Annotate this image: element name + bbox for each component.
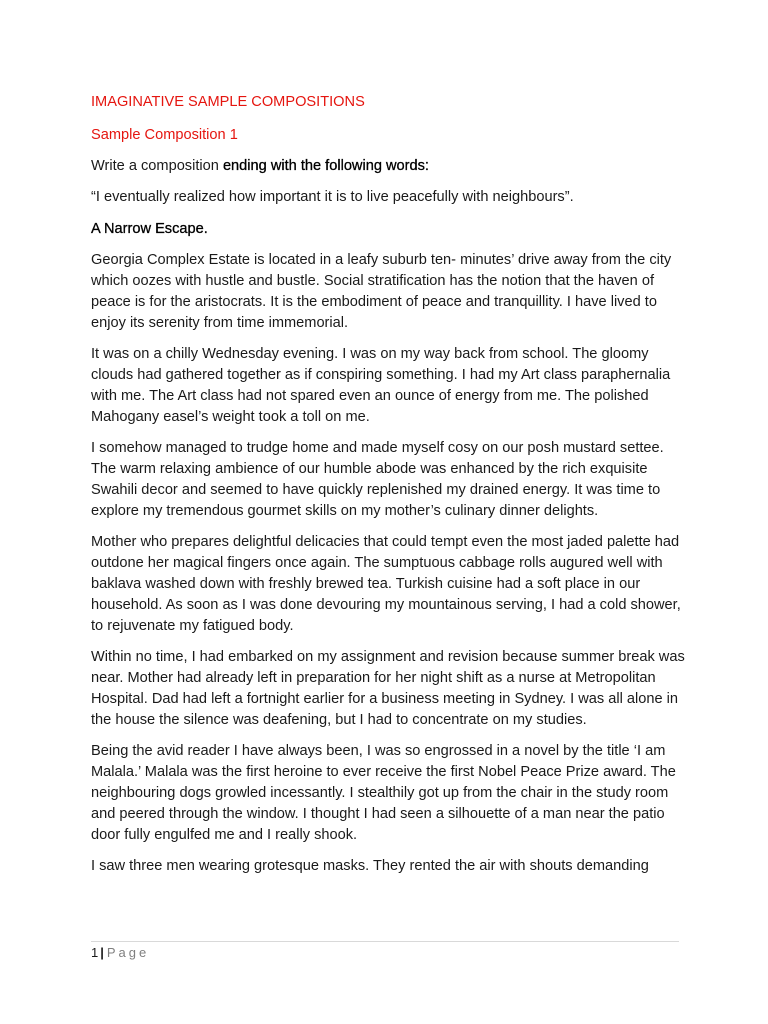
story-paragraph: I saw three men wearing grotesque masks. They rented the air with shouts demanding bbox=[91, 858, 649, 874]
document-body bbox=[91, 92, 691, 887]
sub-heading: Sample Composition 1 bbox=[91, 127, 238, 143]
story-paragraph: Georgia Complex Estate is located in a leafy suburb ten- minutes’ drive away from the city which oozes with hustle and bustle. Social stratification has the notion that the haven of peace is for the aristocrats. It is the embodiment of peace and tranquillity. I have lived to enjoy its serenity from time immemorial. bbox=[91, 252, 672, 331]
composition-prompt bbox=[91, 156, 691, 177]
story-title: A Narrow Escape. bbox=[91, 221, 208, 237]
page-number: 1 bbox=[91, 945, 99, 960]
story-paragraph: It was on a chilly Wednesday evening. I was on my way back from school. The gloomy clouds had gathered together as if conspiring something. I had my Art class paraphernalia with me. The Art class had not spared even an ounce of energy from me. The polished Mahogany easel’s weight took a toll on me. bbox=[91, 346, 671, 425]
page-footer bbox=[91, 944, 149, 962]
main-heading: IMAGINATIVE SAMPLE COMPOSITIONS bbox=[91, 94, 365, 110]
story-paragraph: Mother who prepares delightful delicacies that could tempt even the most jaded palette had outdone her magical fingers once again. The sumptuous cabbage rolls augured well with baklava washed down with freshly brewed tea. Turkish cuisine had a soft place in our household. As soon as I was done devouring my mountainous serving, I had a cold shower, to rejuvenate my fatigued body. bbox=[91, 534, 681, 634]
ending-quote: “I eventually realized how important it is to live peacefully with neighbours”. bbox=[91, 189, 574, 205]
page-label: Page bbox=[106, 945, 150, 960]
story-paragraph: I somehow managed to trudge home and made myself cosy on our posh mustard settee. The warm relaxing ambience of our humble abode was enhanced by the rich exquisite Swahili decor and seemed to have quickly replenished my drained energy. It was time to explore my tremendous gourmet skills on my mother’s culinary dinner delights. bbox=[91, 440, 664, 519]
story-paragraph: Being the avid reader I have always been, I was so engrossed in a novel by the title ‘I am Malala.’ Malala was the first heroine to ever receive the first Nobel Peace Prize award. The neighbouring dogs growled incessantly. I stealthily got up from the chair in the study room and peered through the window. I thought I had seen a silhouette of a man near the patio door fully engulfed me and I really shook. bbox=[91, 743, 676, 843]
page-separator: | bbox=[100, 945, 104, 960]
prompt-text: Write a composition bbox=[91, 158, 223, 174]
prompt-emphasis: ending with the following words: bbox=[222, 158, 429, 174]
story-paragraph: Within no time, I had embarked on my assignment and revision because summer break was near. Mother had already left in preparation for her night shift as a nurse at Metropolitan Hospital. Dad had left a fortnight earlier for a business meeting in Sydney. I was all alone in the house the silence was deafening, but I had to concentrate on my studies. bbox=[91, 649, 685, 728]
footer-divider bbox=[91, 941, 679, 942]
